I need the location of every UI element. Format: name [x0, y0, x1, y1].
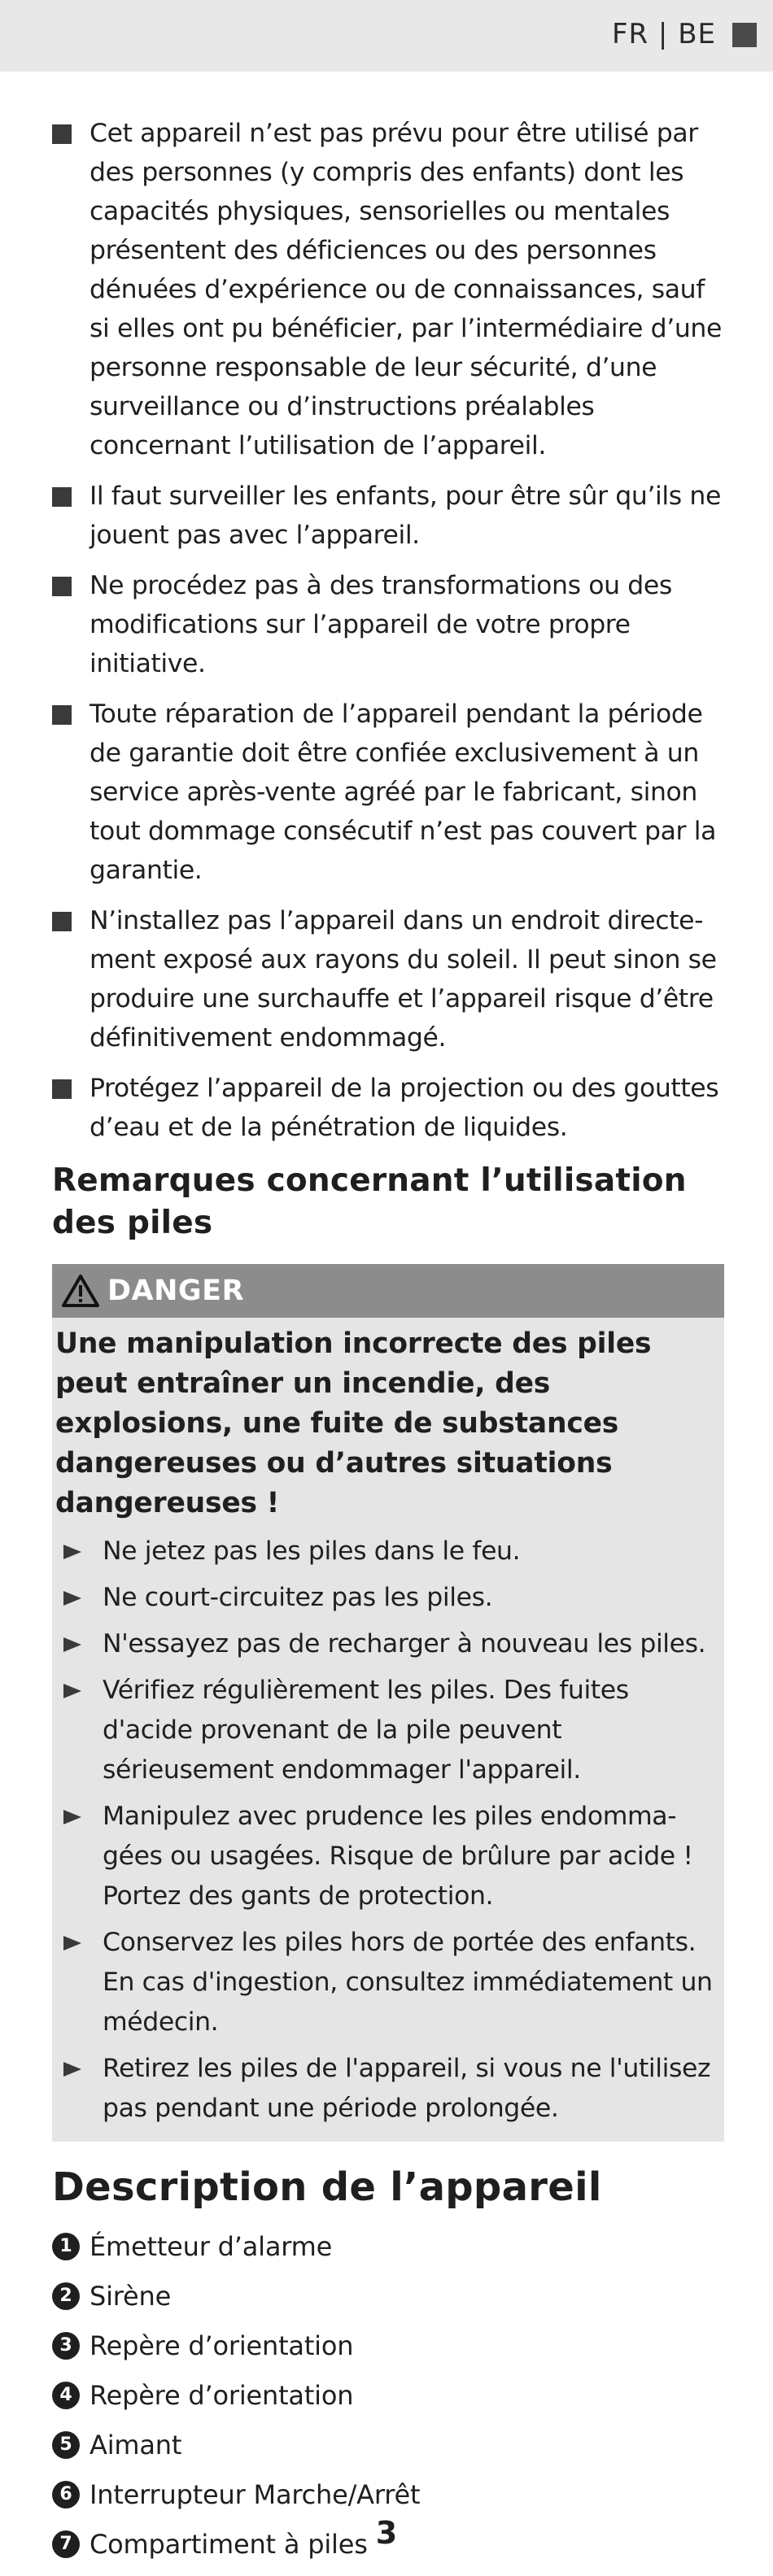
list-item — [55, 1923, 716, 2042]
list-item — [55, 1797, 716, 1916]
arrow-bullet-icon — [63, 1591, 81, 1606]
list-item-text: Ne procédez pas à des transformations ou des modifications sur l’appareil de votre propre initiative. — [90, 571, 672, 678]
list-item — [52, 566, 724, 683]
arrow-bullet-icon — [63, 2062, 81, 2077]
list-item-text: Vérifiez régulièrement les piles. Des fuites d'acide provenant de la pile peuvent sérieusement endommager l'appareil. — [103, 1676, 629, 1785]
battery-instructions-list — [52, 1525, 724, 2129]
arrow-bullet-icon — [63, 1545, 81, 1559]
danger-label: DANGER — [107, 1275, 245, 1307]
square-bullet-icon — [52, 577, 72, 596]
danger-box — [52, 1264, 724, 2142]
list-item — [52, 2370, 724, 2420]
device-description-title: Description de l’appareil — [52, 2164, 602, 2210]
number-badge: 7 — [52, 2530, 80, 2558]
list-item — [52, 2420, 724, 2469]
part-label: Aimant — [90, 2429, 182, 2460]
list-item-text: Il faut surveiller les enfants, pour être sûr qu’ils ne jouent pas avec l’appareil. — [90, 482, 721, 550]
arrow-bullet-icon — [63, 1637, 81, 1652]
danger-header — [52, 1264, 724, 1318]
number-badge: 2 — [52, 2282, 80, 2310]
warning-triangle-icon — [62, 1274, 99, 1308]
safety-instructions-list — [52, 114, 724, 1147]
danger-intro-text: Une manipulation incorrecte des piles peut entraîner un incendie, des explosions, une fuite de substances dangereuses ou d’autres situations dangereuses ! — [55, 1327, 652, 1519]
number-badge: 6 — [52, 2481, 80, 2508]
square-bullet-icon — [52, 705, 72, 725]
square-bullet-icon — [52, 912, 72, 931]
number-badge: 3 — [52, 2332, 80, 2360]
arrow-bullet-icon — [63, 1810, 81, 1824]
page-header — [0, 0, 773, 72]
list-item — [55, 2049, 716, 2129]
list-item — [52, 2221, 724, 2271]
list-item — [52, 114, 724, 465]
list-item-text: Manipulez avec prudence les piles endomma- gées ou usagées. Risque de brûlure par acide ! Portez des gants de protection. — [103, 1802, 693, 1911]
list-item-text: Retirez les piles de l'appareil, si vous ne l'utilisez pas pendant une période prolongée. — [103, 2054, 711, 2123]
list-item — [52, 1069, 724, 1147]
list-item — [52, 2321, 724, 2370]
list-item — [55, 1532, 716, 1571]
square-bullet-icon — [52, 487, 72, 507]
list-item — [52, 2271, 724, 2321]
battery-section-title: Remarques concernant l’utilisation des piles — [52, 1162, 687, 1241]
part-label: Sirène — [90, 2280, 172, 2312]
list-item-text: Cet appareil n’est pas prévu pour être utilisé par des personnes (y compris des enfants) dont les capacités physiques, sensorielles ou mentales présentent des déficiences ou des personnes dénuées d’expérience ou de connaissances, sauf si elles ont pu bénéficier, par l’intermédiaire d’une personne responsable de leur sécurité, d’une surveillance ou d’instructions préalables concernant l’utilisation de l’appareil. — [90, 119, 722, 460]
list-item — [52, 477, 724, 555]
list-item-text: Toute réparation de l’appareil pendant la période de garantie doit être confiée exclusivement à un service après-vente agréé par le fabricant, sinon tout dommage consécutif n’est pas couvert par la garantie. — [90, 700, 716, 885]
language-label: FR | BE — [611, 18, 716, 50]
part-label: Repère d’orientation — [90, 2330, 354, 2361]
number-badge: 1 — [52, 2233, 80, 2260]
part-label: Interrupteur Marche/Arrêt — [90, 2478, 421, 2510]
list-item-text: Ne court-circuitez pas les piles. — [103, 1583, 493, 1612]
arrow-bullet-icon — [63, 1936, 81, 1951]
list-item-text: N’installez pas l’appareil dans un endroit directe- ment exposé aux rayons du soleil. Il peut sinon se produire une surchauffe et l’appareil risque d’être définitivement endommagé. — [90, 906, 717, 1053]
page-content — [52, 114, 724, 2569]
list-item — [52, 695, 724, 890]
list-item-text: N'essayez pas de recharger à nouveau les piles. — [103, 1629, 706, 1658]
number-badge: 4 — [52, 2382, 80, 2409]
arrow-bullet-icon — [63, 1684, 81, 1698]
square-bullet-icon — [52, 124, 72, 144]
list-item — [52, 901, 724, 1057]
list-item-text: Conservez les piles hors de portée des enfants. En cas d'ingestion, consultez immédiatement un médecin. — [103, 1928, 713, 2037]
part-label: Repère d’orientation — [90, 2379, 354, 2411]
list-item-text: Ne jetez pas les piles dans le feu. — [103, 1536, 521, 1566]
square-bullet-icon — [52, 1079, 72, 1099]
list-item-text: Protégez l’appareil de la projection ou des gouttes d’eau et de la pénétration de liquides. — [90, 1074, 719, 1142]
header-square-marker — [732, 23, 757, 47]
part-label: Émetteur d’alarme — [90, 2230, 333, 2262]
list-item — [55, 1624, 716, 1664]
page-number: 3 — [375, 2515, 398, 2551]
number-badge: 5 — [52, 2431, 80, 2459]
list-item — [55, 1578, 716, 1618]
list-item — [55, 1671, 716, 1790]
list-item — [52, 2469, 724, 2519]
part-label: Compartiment à piles — [90, 2528, 368, 2560]
